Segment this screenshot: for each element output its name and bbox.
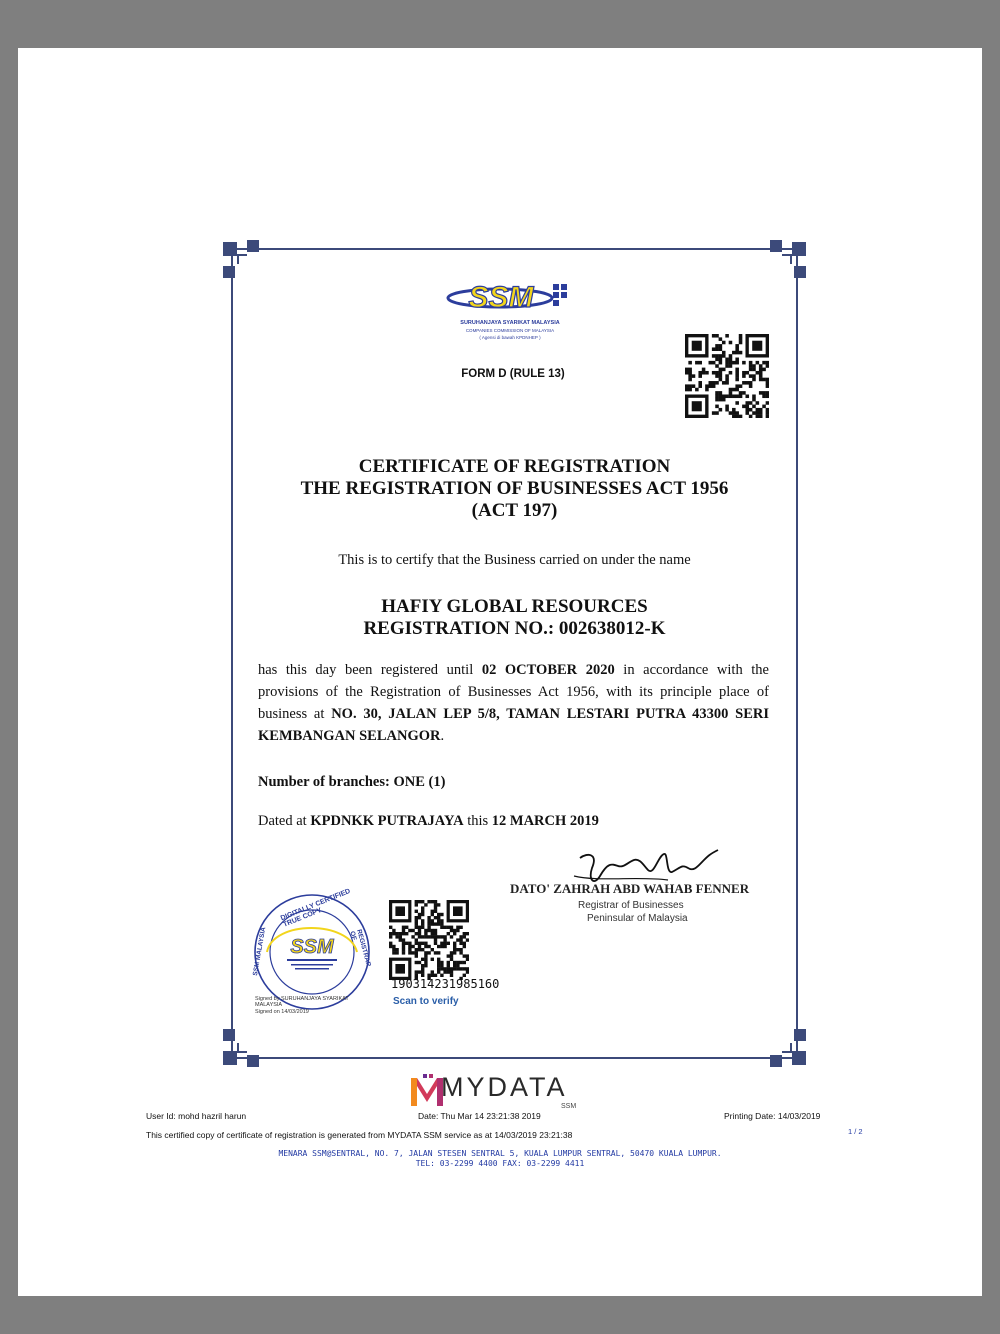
certify-intro: This is to certify that the Business carried on under the name [338, 552, 691, 568]
mydata-sub: SSM [561, 1103, 577, 1110]
title-line-1: CERTIFICATE OF REGISTRATION [358, 456, 671, 477]
ssm-logo [445, 278, 575, 344]
footer-address: MENARA SSM@SENTRAL, NO. 7, JALAN STESEN SENTRAL 5, KUALA LUMPUR SENTRAL, 50470 KUALA LUMPUR. [278, 1149, 722, 1158]
corner-ornament-bottom-right [762, 1023, 806, 1067]
page-number: 1 / 2 [848, 1127, 863, 1136]
valid-until-date: 02 OCTOBER 2020 [481, 662, 615, 678]
registration-paragraph [258, 659, 769, 747]
signatory-role: Registrar of Businesses [578, 900, 684, 911]
scan-to-verify-label: Scan to verify [393, 996, 459, 1007]
dated-prefix: Dated at [258, 813, 311, 829]
paragraph-text-3: . [440, 728, 445, 744]
footer-tel: TEL: 03-2299 4400 FAX: 03-2299 4411 [415, 1159, 585, 1168]
ssm-agency-note: ( Agensi di bawah KPDNHEP ) [479, 335, 541, 340]
mydata-brand: MYDATA [441, 1072, 568, 1102]
form-label: FORM D (RULE 13) [461, 368, 565, 380]
title-line-2: THE REGISTRATION OF BUSINESSES ACT 1956 [300, 478, 729, 499]
title-line-3: (ACT 197) [471, 500, 558, 521]
dated-place: KPDNKK PUTRAJAYA [310, 813, 464, 829]
paragraph-text-2: in accordance with the provisions of the Registration of Businesses Act 1956, with its principle place of business at [258, 662, 769, 722]
signatory-region: Peninsular of Malaysia [587, 913, 688, 924]
qr-code-top [685, 334, 769, 418]
svg-text:SSM: SSM [290, 936, 334, 958]
footer-printing-date: Printing Date: 14/03/2019 [724, 1111, 821, 1121]
ssm-org-name-en: COMPANIES COMMISSION OF MALAYSIA [465, 328, 555, 333]
footer-note: This certified copy of certificate of registration is generated from MYDATA SSM service as at 14/03/2019 23:21:38 [146, 1130, 573, 1140]
document-page [18, 48, 982, 1296]
ssm-org-name: SURUHANJAYA SYARIKAT MALAYSIA [460, 320, 560, 326]
business-block [223, 596, 806, 640]
business-address: NO. 30, JALAN LEP 5/8, TAMAN LESTARI PUTRA 43300 SERI KEMBANGAN SELANGOR [258, 706, 770, 744]
branches-count: Number of branches: ONE (1) [258, 774, 446, 790]
mydata-logo [411, 1070, 583, 1110]
corner-ornament-top-left [223, 240, 267, 284]
signatory-name: DATO' ZAHRAH ABD WAHAB FENNER [510, 881, 750, 896]
dated-mid: this [463, 813, 492, 829]
certificate [223, 240, 806, 1067]
seal-left-text: SSM MALAYSIA [251, 926, 268, 977]
qr-code-verify[interactable] [389, 900, 469, 980]
seal-signed-on: Signed on 14/03/2019 [255, 1009, 309, 1015]
mydata-logo-icon [411, 1074, 443, 1106]
corner-ornament-top-right [762, 240, 806, 284]
dated-date: 12 MARCH 2019 [491, 813, 599, 829]
registration-number: REGISTRATION NO.: 002638012-K [363, 618, 666, 639]
dated-line [258, 810, 599, 832]
svg-text:SSM: SSM [468, 281, 534, 314]
business-name: HAFIY GLOBAL RESOURCES [381, 596, 648, 617]
footer-user: User Id: mohd hazril harun [146, 1111, 247, 1121]
certificate-title [223, 456, 806, 522]
footer-date: Date: Thu Mar 14 23:21:38 2019 [418, 1111, 541, 1121]
corner-ornament-bottom-left [223, 1023, 267, 1067]
seal-ring-text: DIGITALLY CERTIFIED TRUE COPY [279, 887, 352, 929]
paragraph-text-1: has this day been registered until [258, 662, 482, 678]
certified-true-copy-seal [251, 887, 372, 1020]
seal-right-text: REGISTRAR OF [348, 928, 372, 968]
seal-signed-by: Signed by SURUHANJAYA SYARIKAT MALAYSIA [255, 996, 349, 1008]
ssm-logo-mark [445, 278, 575, 318]
verification-code: 190314231985160 [391, 977, 500, 991]
